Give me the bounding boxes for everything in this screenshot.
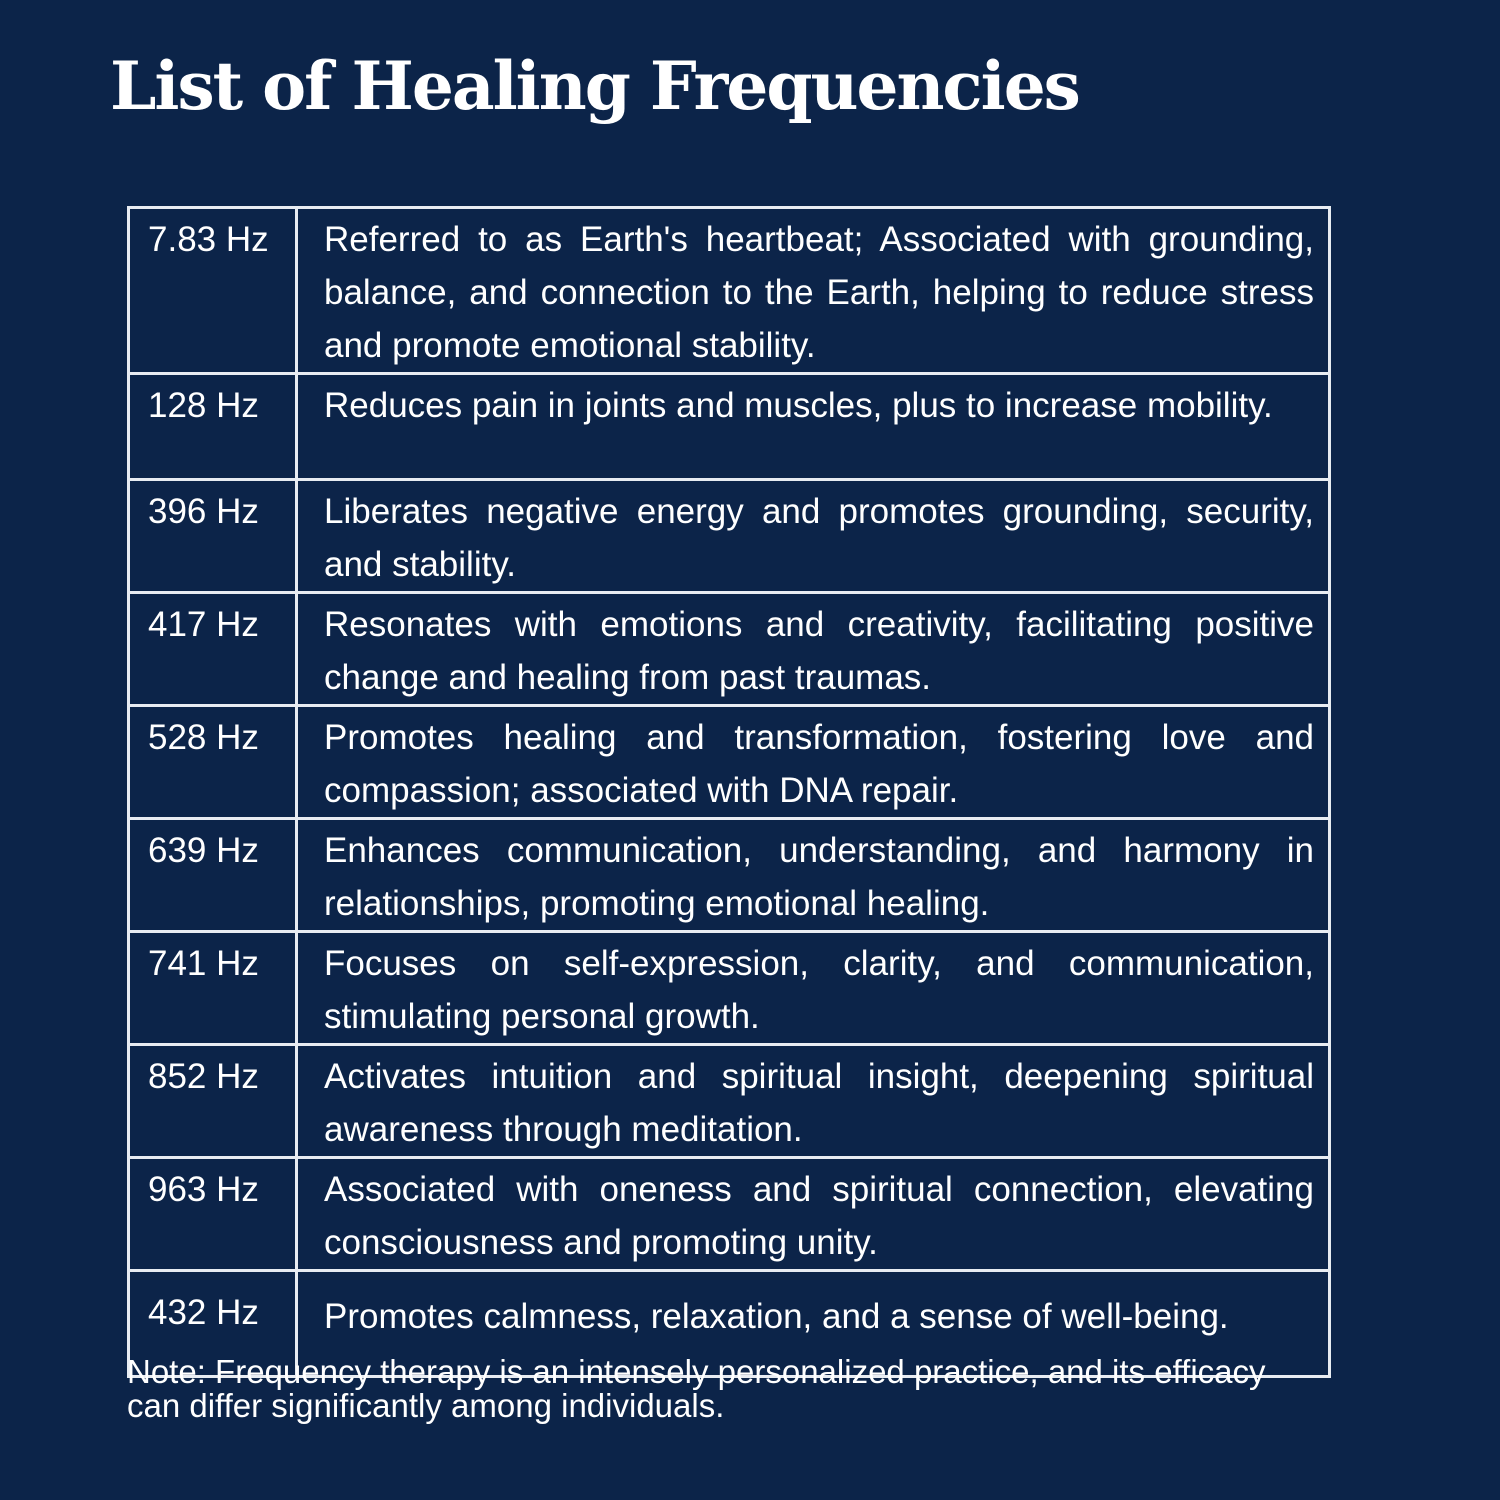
table-row [129,932,1330,1045]
table-row [129,208,1330,374]
frequency-cell: 7.83 Hz [129,208,297,374]
description-cell: Resonates with emotions and creativity, facilitating positive change and healing from past traumas. [297,593,1330,706]
table-row [129,374,1330,480]
page-title: List of Healing Frequencies [110,47,1079,125]
frequency-cell: 128 Hz [129,374,297,480]
table-row [129,706,1330,819]
frequency-cell: 396 Hz [129,480,297,593]
table-row [129,1158,1330,1271]
frequency-cell: 639 Hz [129,819,297,932]
description-cell: Referred to as Earth's heartbeat; Associated with grounding, balance, and connection to the Earth, helping to reduce stress and promote emotional stability. [297,208,1330,374]
frequency-table [127,206,1331,1378]
description-cell: Activates intuition and spiritual insight, deepening spiritual awareness through meditation. [297,1045,1330,1158]
description-cell: Reduces pain in joints and muscles, plus to increase mobility. [297,374,1330,480]
description-cell: Promotes healing and transformation, fostering love and compassion; associated with DNA repair. [297,706,1330,819]
frequency-cell: 852 Hz [129,1045,297,1158]
description-cell: Focuses on self-expression, clarity, and communication, stimulating personal growth. [297,932,1330,1045]
disclaimer-note: Note: Frequency therapy is an intensely personalized practice, and its efficacy can differ significantly among individuals. [127,1353,1266,1424]
description-cell: Associated with oneness and spiritual connection, elevating consciousness and promoting unity. [297,1158,1330,1271]
table-row [129,1045,1330,1158]
description-cell: Enhances communication, understanding, and harmony in relationships, promoting emotional healing. [297,819,1330,932]
description-cell: Liberates negative energy and promotes grounding, security, and stability. [297,480,1330,593]
table-row [129,593,1330,706]
table-row [129,480,1330,593]
description-cell: Promotes calmness, relaxation, and a sense of well-being. [297,1271,1330,1377]
frequency-cell: 528 Hz [129,706,297,819]
frequency-cell: 741 Hz [129,932,297,1045]
frequency-cell: 432 Hz [129,1271,297,1377]
table-row [129,819,1330,932]
frequency-cell: 417 Hz [129,593,297,706]
frequency-cell: 963 Hz [129,1158,297,1271]
